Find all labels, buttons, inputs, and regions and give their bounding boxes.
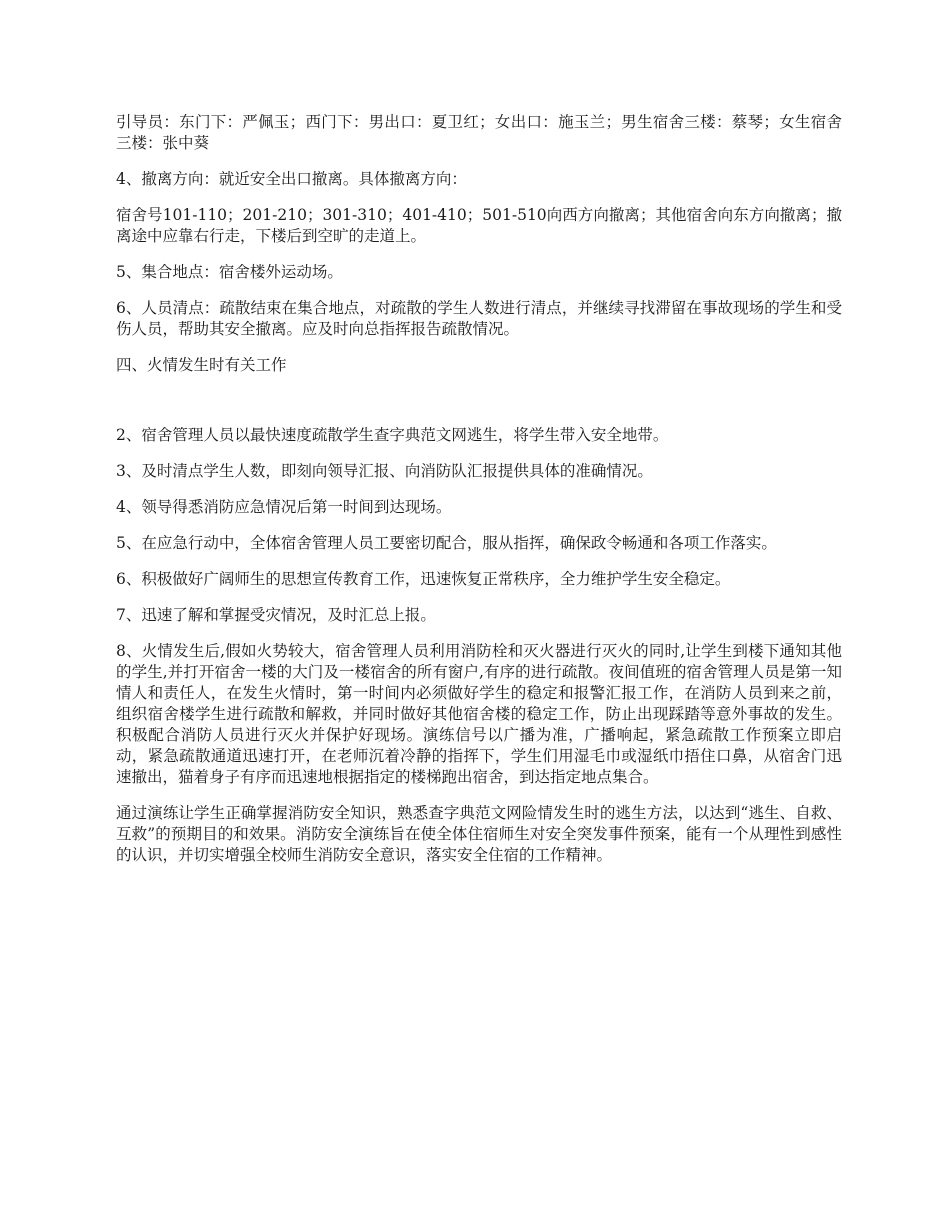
paragraph-headcount: 6、人员清点：疏散结束在集合地点，对疏散的学生人数进行清点，并继续寻找滞留在事故现场的学生和受伤人员，帮助其安全撤离。应及时向总指挥报告疏散情况。 (116, 299, 842, 338)
paragraph-item-8: 8、火情发生后,假如火势较大，宿舍管理人员利用消防栓和灭火器进行灭火的同时,让学生到楼下通知其他的学生,并打开宿舍一楼的大门及一楼宿舍的所有窗户,有序的进行疏散。夜间值班的宿舍管理人员是第一知情人和责任人，在发生火情时，第一时间内必须做好学生的稳定和报警汇报工作，在消防人员到来之前，组织宿舍楼学生进行疏散和解救，并同时做好其他宿舍楼的稳定工作，防止出现踩踏等意外事故的发生。积极配合消防人员进行灭火并保护好现场。演练信号以广播为准，广播响起，紧急疏散工作预案立即启动，紧急疏散通道迅速打开，在老师沉着冷静的指挥下，学生们用湿毛巾或湿纸巾捂住口鼻，从宿舍门迅速撤出，猫着身子有序而迅速地根据指定的楼梯跑出宿舍，到达指定地点集合。 (116, 642, 842, 786)
paragraph-guides: 引导员：东门下：严佩玉；西门下：男出口：夏卫红；女出口：施玉兰；男生宿舍三楼：蔡琴；女生宿舍三楼：张中葵 (116, 113, 842, 152)
paragraph-item-5: 5、在应急行动中，全体宿舍管理人员工要密切配合，服从指挥，确保政令畅通和各项工作落实。 (116, 534, 777, 552)
paragraph-item-4: 4、领导得悉消防应急情况后第一时间到达现场。 (116, 498, 452, 516)
blank-gap (116, 391, 842, 425)
paragraph-evacuation-direction: 4、撤离方向：就近安全出口撤离。具体撤离方向： (116, 170, 467, 188)
paragraph-item-6: 6、积极做好广阔师生的思想宣传教育工作，迅速恢复正常秩序，全力维护学生安全稳定。 (116, 570, 731, 588)
paragraph-item-2: 2、宿舍管理人员以最快速度疏散学生查字典范文网逃生，将学生带入安全地带。 (116, 426, 669, 444)
paragraph-conclusion: 通过演练让学生正确掌握消防安全知识，熟悉查字典范文网险情发生时的逃生方法，以达到“逃生、自救、互救”的预期目的和效果。消防安全演练旨在使全体住宿师生对安全突发事件预案，能有一个从理性到感性的认识，并切实增强全校师生消防安全意识，落实安全住宿的工作精神。 (116, 804, 842, 864)
document-body (116, 112, 842, 881)
paragraph-item-7: 7、迅速了解和掌握受灾情况，及时汇总上报。 (116, 606, 436, 624)
paragraph-assembly-point: 5、集合地点：宿舍楼外运动场。 (116, 263, 343, 281)
paragraph-item-3: 3、及时清点学生人数，即刻向领导汇报、向消防队汇报提供具体的准确情况。 (116, 462, 653, 480)
paragraph-room-directions: 宿舍号101-110；201-210；301-310；401-410；501-510向西方向撤离；其他宿舍向东方向撤离；撤离途中应靠右行走，下楼后到空旷的走道上。 (116, 206, 842, 245)
section-heading-fire-duties: 四、火情发生时有关工作 (116, 356, 287, 374)
